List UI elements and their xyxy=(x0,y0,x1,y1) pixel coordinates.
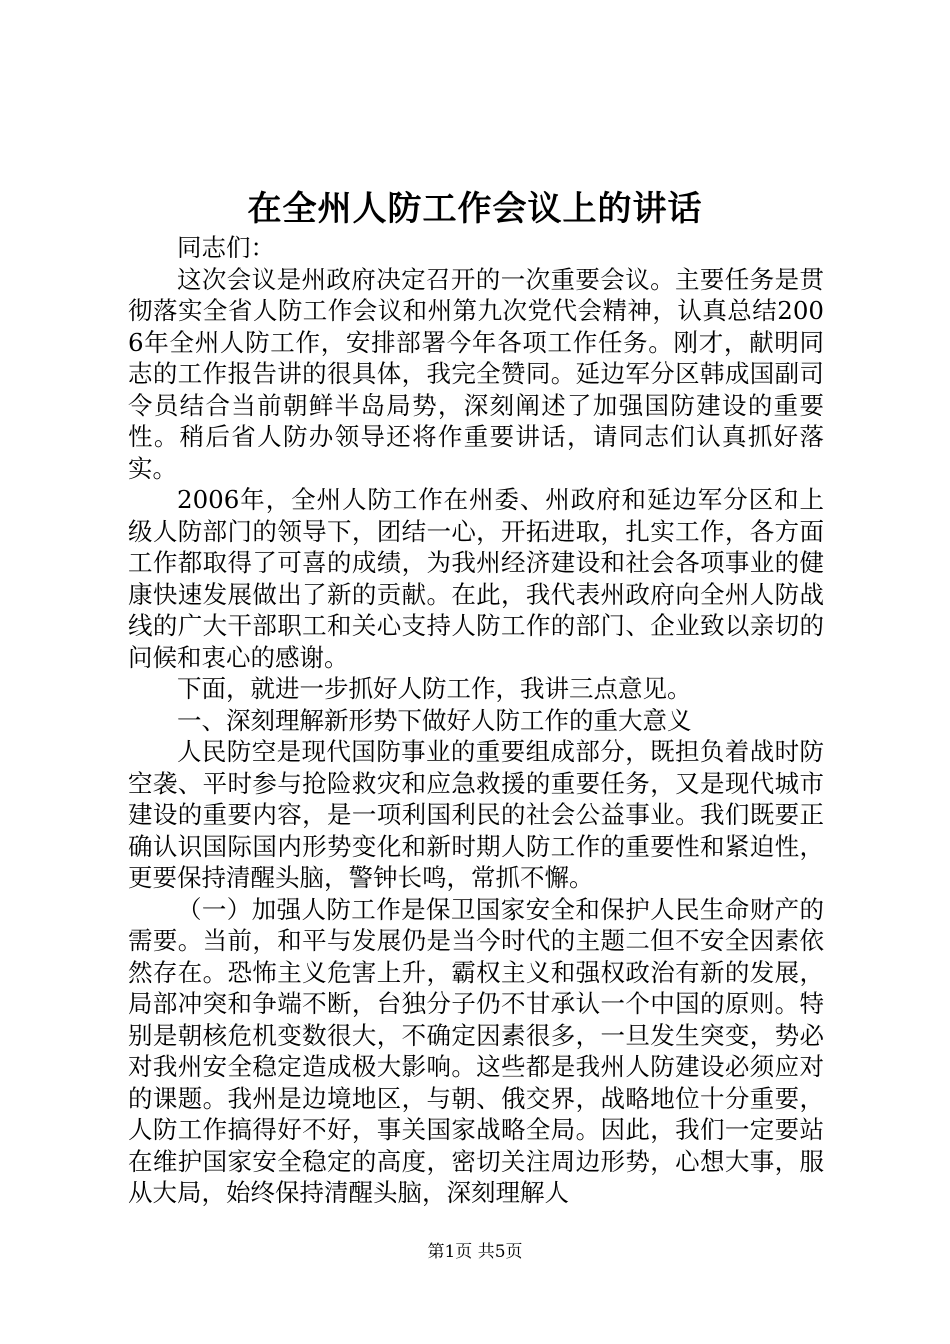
paragraph-4: 人民防空是现代国防事业的重要组成部分，既担负着战时防空袭、平时参与抢险救灾和应急救援的重要任务，又是现代城市建设的重要内容，是一项利国利民的社会公益事业。我们既要正确认识国际国内形势变化和新时期人防工作的重要性和紧迫性，更要保持清醒头脑，警钟长鸣，常抓不懈。 xyxy=(128,737,824,892)
document-title: 在全州人防工作会议上的讲话 xyxy=(247,189,703,229)
paragraph-5: （一）加强人防工作是保卫国家安全和保护人民生命财产的需要。当前，和平与发展仍是当今时代的主题二但不安全因素依然存在。恐怖主义危害上升，霸权主义和强权政治有新的发展，局部冲突和争端不断，台独分子仍不甘承认一个中国的原则。特别是朝核危机变数很大，不确定因素很多，一旦发生突变，势必对我州安全稳定造成极大影响。这些都是我州人防建设必须应对的课题。我州是边境地区，与朝、俄交界，战略地位十分重要，人防工作搞得好不好，事关国家战略全局。因此，我们一定要站在维护国家安全稳定的高度，密切关注周边形势，心想大事，服从大局，始终保持清醒头脑，深刻理解人 xyxy=(128,894,824,1207)
section-heading-1: 一、深刻理解新形势下做好人防工作的重大意义 xyxy=(177,705,692,735)
document-body xyxy=(128,232,824,1209)
paragraph-1: 这次会议是州政府决定召开的一次重要会议。主要任务是贯彻落实全省人防工作会议和州第九次党代会精神，认真总结2006年全州人防工作，安排部署今年各项工作任务。刚才，献明同志的工作报告讲的很具体，我完全赞同。延边军分区韩成国副司令员结合当前朝鲜半岛局势，深刻阐述了加强国防建设的重要性。稍后省人防办领导还将作重要讲话，请同志们认真抓好落实。 xyxy=(128,264,824,483)
page-indicator: 第1页 共5页 xyxy=(427,1242,523,1262)
paragraph-3: 下面，就进一步抓好人防工作，我讲三点意见。 xyxy=(177,674,692,703)
salutation: 同志们： xyxy=(177,233,275,262)
paragraph-2: 2006年，全州人防工作在州委、州政府和延边军分区和上级人防部门的领导下，团结一心，开拓进取，扎实工作，各方面工作都取得了可喜的成绩，为我州经济建设和社会各项事业的健康快速发展做出了新的贡献。在此，我代表州政府向全州人防战线的广大干部职工和关心支持人防工作的部门、企业致以亲切的问候和衷心的感谢。 xyxy=(128,485,824,672)
